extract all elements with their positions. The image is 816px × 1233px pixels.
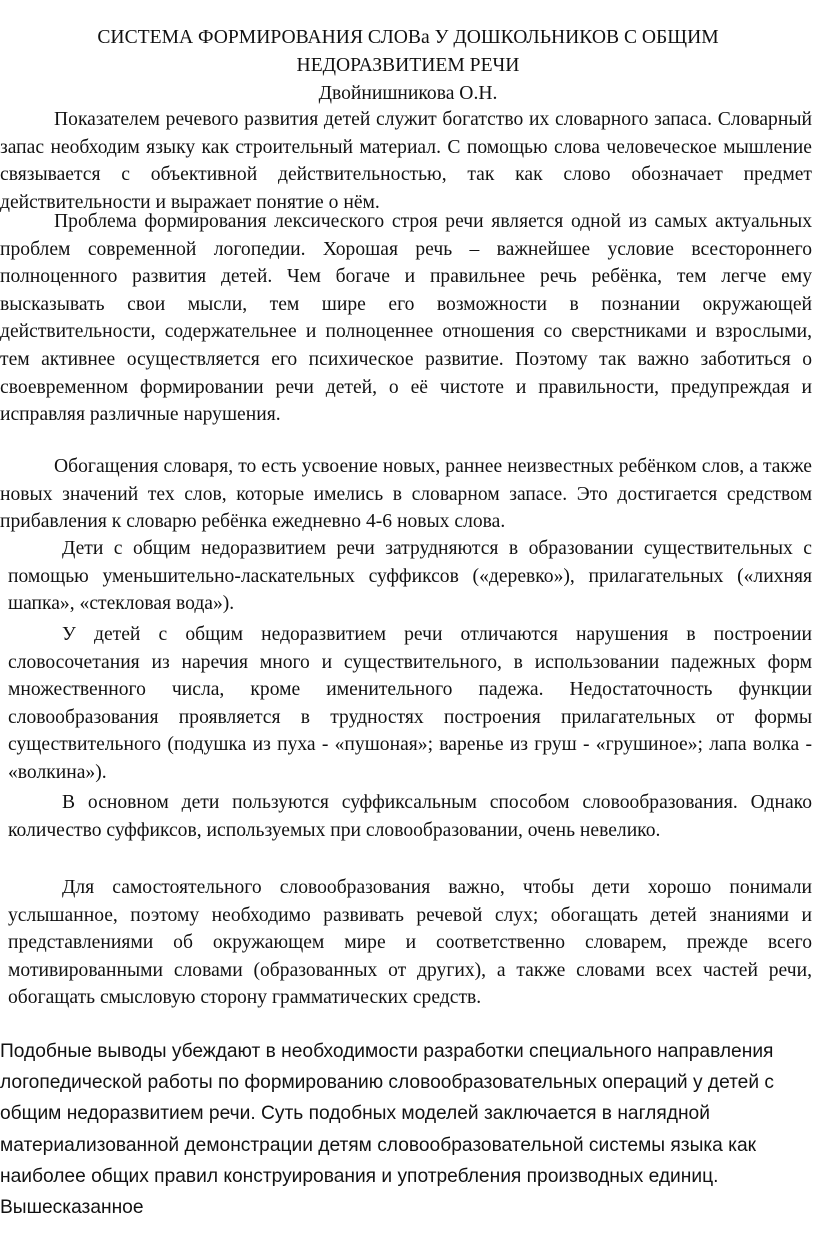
paragraph-diminutive-suffixes: Дети с общим недоразвитием речи затрудняются в образовании существительных с помощью уменьшительно-ласкательных суффиксов («деревко»), прилагательных («лихняя шапка», «стекловая вода»). [8,538,812,615]
paragraph-conclusions: Подобные выводы убеждают в необходимости разработки специального направления логопедической работы по формированию словообразовательных операций у детей с общим недоразвитием речи. Суть подобных моделей заключается в наглядной материализованной демонстрации детям словообразовательной системы языка как наиболее общих правил конструирования и употребления производных единиц. Вышесказанное [0,1041,774,1219]
paragraph-word-combination-disorders: У детей с общим недоразвитием речи отличаются нарушения в построении словосочетания из наречия много и существительного, в использовании падежных форм множественного числа, кроме именительного падежа. Недостаточность функции словообразования проявляется в трудностях построения прилагательных от формы существительного (подушка из пуха - «пушоная»; варенье из груш - «грушиное»; лапа волка - «волкина»). [8,624,812,783]
paragraph-vocabulary-importance: Показателем речевого развития детей служит богатство их словарного запаса. Словарный запас необходим языку как строительный материал. С помощью слова человеческое мышление связывается с объективной действительностью, так как слово обозначает предмет действительности и выражает понятие о нём. [0,109,812,213]
paragraph-suffix-method: В основном дети пользуются суффиксальным способом словообразования. Однако количество суффиксов, используемых при словообразовании, очень невелико. [8,792,812,841]
author-name: Двойнишникова О.Н. [318,83,498,104]
title-line-2: НЕДОРАЗВИТИЕМ РЕЧИ [296,54,520,76]
document-title [0,24,816,79]
paragraph-vocabulary-enrichment: Обогащения словаря, то есть усвоение новых, раннее неизвестных ребёнком слов, а также новых значений тех слов, которые имелись в словарном запасе. Это достигается средством прибавления к словарю ребёнка ежедневно 4-6 новых слова. [0,456,812,533]
paragraph-lexical-problem: Проблема формирования лексического строя речи является одной из самых актуальных проблем современной логопедии. Хорошая речь – важнейшее условие всестороннего полноценного развития детей. Чем богаче и правильнее речь ребёнка, тем легче ему высказывать свои мысли, тем шире его возможности в познании окружающей действительности, содержательнее и полноценнее отношения со сверстниками и взрослыми, тем активнее осуществляется его психическое развитие. Поэтому так важно заботиться о своевременном формировании речи детей, о её чистоте и правильности, предупреждая и исправляя различные нарушения. [0,211,812,426]
title-line-1: СИСТЕМА ФОРМИРОВАНИЯ СЛОВа У ДОШКОЛЬНИКОВ С ОБЩИМ [97,27,719,48]
paragraph-independent-word-formation: Для самостоятельного словообразования важно, чтобы дети хорошо понимали услышанное, поэтому необходимо развивать речевой слух; обогащать детей знаниями и представлениями об окружающем мире и соответственно словарем, прежде всего мотивированными словами (образованных от других), а также словами всех частей речи, обогащать смысловую сторону грамматических средств. [8,877,812,1009]
